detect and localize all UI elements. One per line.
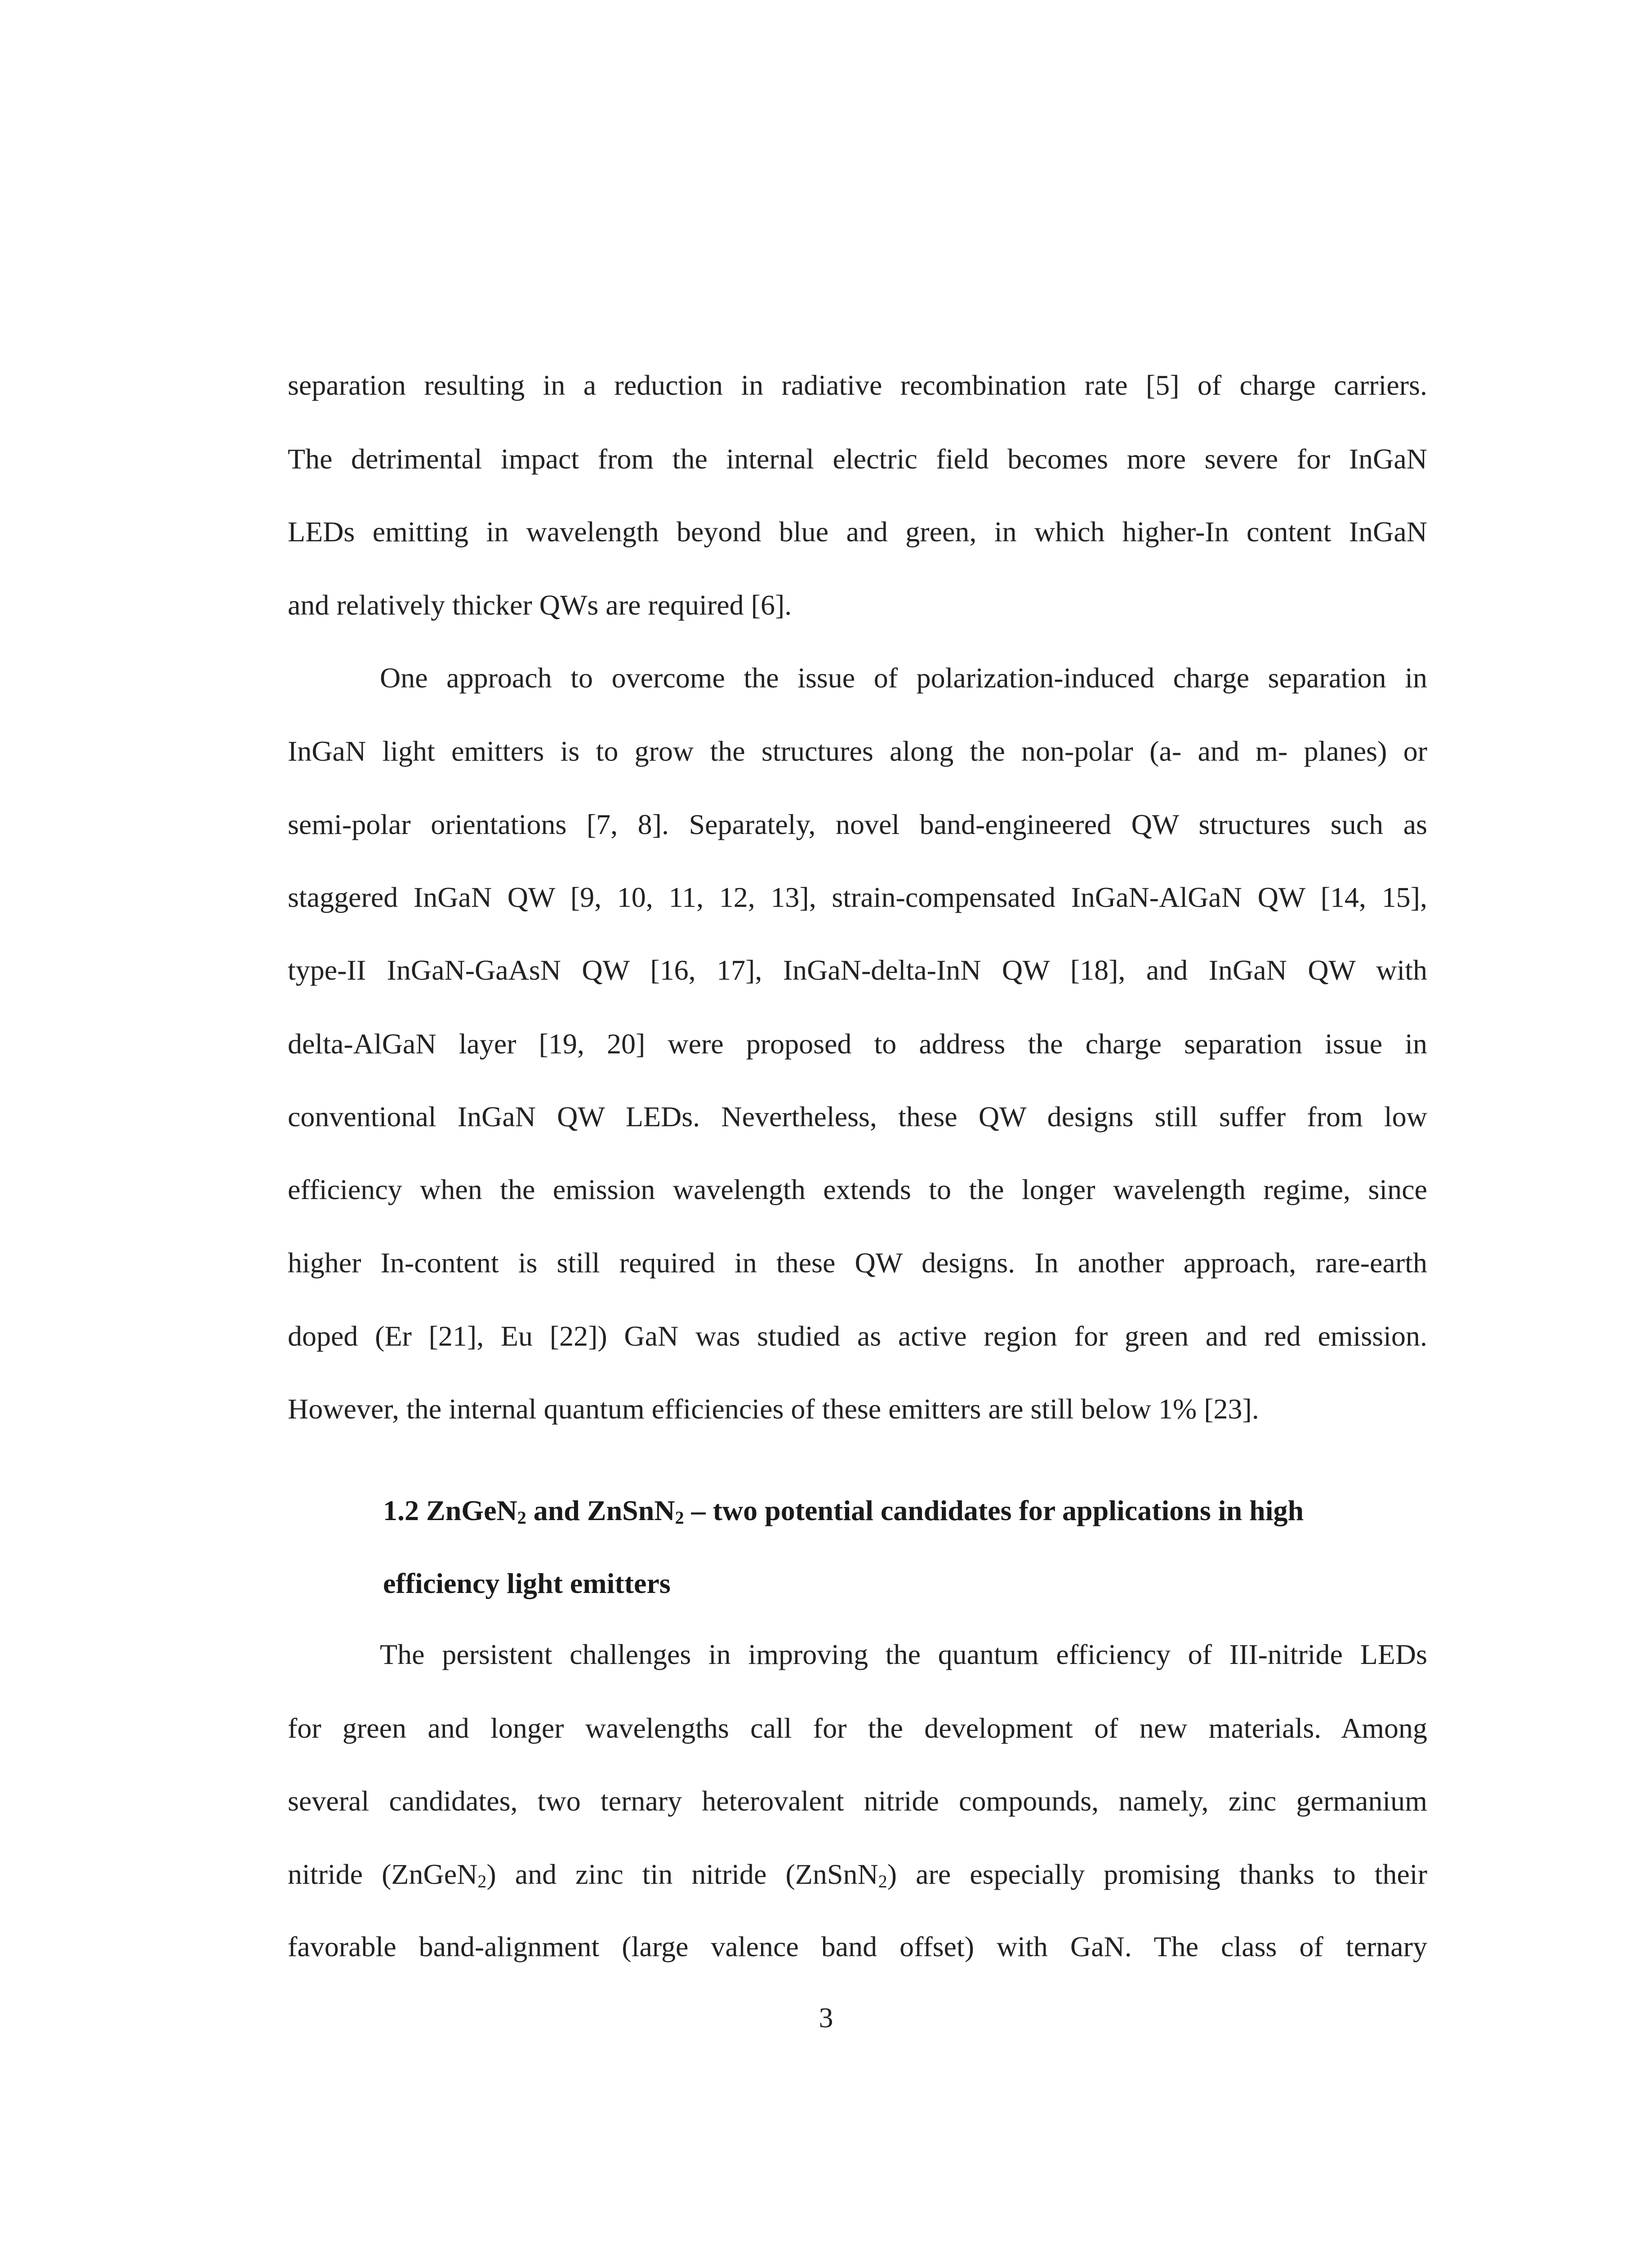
text-span: ) are especially promising thanks to their: [887, 1858, 1428, 1890]
heading-text: – two potential candidates for applications in high: [684, 1494, 1304, 1526]
text-line: for green and longer wavelengths call for the development of new materials. Among: [288, 1712, 1427, 1744]
text-line: semi-polar orientations [7, 8]. Separately, novel band-engineered QW structures such as: [288, 808, 1427, 840]
heading-text: 1.2 ZnGeN: [383, 1494, 517, 1526]
text-line: conventional InGaN QW LEDs. Nevertheless, these QW designs still suffer from low: [288, 1101, 1427, 1133]
text-line: and relatively thicker QWs are required [6].: [288, 589, 792, 621]
subscript: 2: [517, 1508, 526, 1528]
section-heading-line-2: efficiency light emitters: [383, 1567, 671, 1599]
text-line: However, the internal quantum efficiencies of these emitters are still below 1% [23].: [288, 1393, 1259, 1425]
text-line: doped (Er [21], Eu [22]) GaN was studied as active region for green and red emission.: [288, 1320, 1427, 1352]
heading-text: and ZnSnN: [526, 1494, 675, 1526]
subscript: 2: [878, 1871, 887, 1891]
subscript: 2: [477, 1871, 487, 1891]
text-line: type-II InGaN-GaAsN QW [16, 17], InGaN-delta-InN QW [18], and InGaN QW with: [288, 954, 1427, 986]
text-span: nitride (ZnGeN: [288, 1858, 478, 1890]
text-line: staggered InGaN QW [9, 10, 11, 12, 13], strain-compensated InGaN-AlGaN QW [14, 15],: [288, 881, 1427, 913]
text-line: delta-AlGaN layer [19, 20] were proposed to address the charge separation issue in: [288, 1028, 1427, 1060]
text-line: InGaN light emitters is to grow the structures along the non-polar (a- and m- planes) or: [288, 735, 1427, 767]
text-span: ) and zinc tin nitride (ZnSnN: [486, 1858, 878, 1890]
text-line: higher In-content is still required in these QW designs. In another approach, rare-earth: [288, 1247, 1427, 1279]
text-line: [288, 1856, 1427, 1892]
page-number: 3: [819, 2002, 833, 2034]
text-line: favorable band-alignment (large valence band offset) with GaN. The class of ternary: [288, 1931, 1427, 1963]
subscript: 2: [675, 1508, 684, 1528]
text-line: The detrimental impact from the internal electric field becomes more severe for InGaN: [288, 443, 1427, 475]
section-heading-line-1: [383, 1493, 1304, 1529]
text-line: several candidates, two ternary heterovalent nitride compounds, namely, zinc germanium: [288, 1785, 1427, 1817]
text-line: The persistent challenges in improving the quantum efficiency of III-nitride LEDs: [380, 1638, 1427, 1670]
text-line: efficiency when the emission wavelength extends to the longer wavelength regime, since: [288, 1173, 1427, 1205]
text-line: One approach to overcome the issue of polarization-induced charge separation in: [380, 662, 1427, 694]
text-line: LEDs emitting in wavelength beyond blue and green, in which higher-In content InGaN: [288, 516, 1427, 548]
text-line: separation resulting in a reduction in radiative recombination rate [5] of charge carriers.: [288, 369, 1427, 401]
